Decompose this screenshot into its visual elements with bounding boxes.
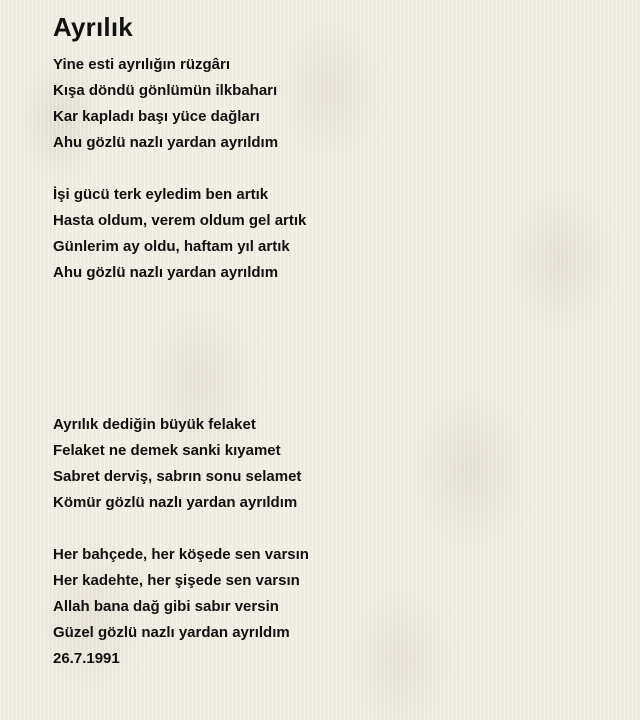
poem-title: Ayrılık	[53, 12, 133, 42]
poem-line: Ayrılık dediğin büyük felaket	[53, 416, 256, 433]
poem-line: Yine esti ayrılığın rüzgârı	[53, 56, 230, 73]
poem-line: Hasta oldum, verem oldum gel artık	[53, 212, 307, 229]
poem-line: Ahu gözlü nazlı yardan ayrıldım	[53, 264, 279, 281]
poem-line: Her bahçede, her köşede sen varsın	[53, 546, 309, 563]
poem-container	[53, 0, 613, 672]
poem-date: 26.7.1991	[53, 650, 120, 667]
stanza-3	[53, 412, 613, 516]
poem-line: Sabret derviş, sabrın sonu selamet	[53, 468, 302, 485]
stanza-4	[53, 542, 613, 646]
poem-line: Kömür gözlü nazlı yardan ayrıldım	[53, 494, 298, 511]
stanza-2	[53, 182, 613, 286]
poem-line: İşi gücü terk eyledim ben artık	[53, 186, 269, 203]
poem-line: Allah bana dağ gibi sabır versin	[53, 598, 279, 615]
poem-line: Kışa döndü gönlümün ilkbaharı	[53, 82, 278, 99]
poem-line: Güzel gözlü nazlı yardan ayrıldım	[53, 624, 290, 641]
poem-line: Her kadehte, her şişede sen varsın	[53, 572, 300, 589]
poem-line: Günlerim ay oldu, haftam yıl artık	[53, 238, 290, 255]
poem-line: Kar kapladı başı yüce dağları	[53, 108, 260, 125]
stanza-1	[53, 52, 613, 156]
poem-line: Ahu gözlü nazlı yardan ayrıldım	[53, 134, 279, 151]
poem-line: Felaket ne demek sanki kıyamet	[53, 442, 281, 459]
